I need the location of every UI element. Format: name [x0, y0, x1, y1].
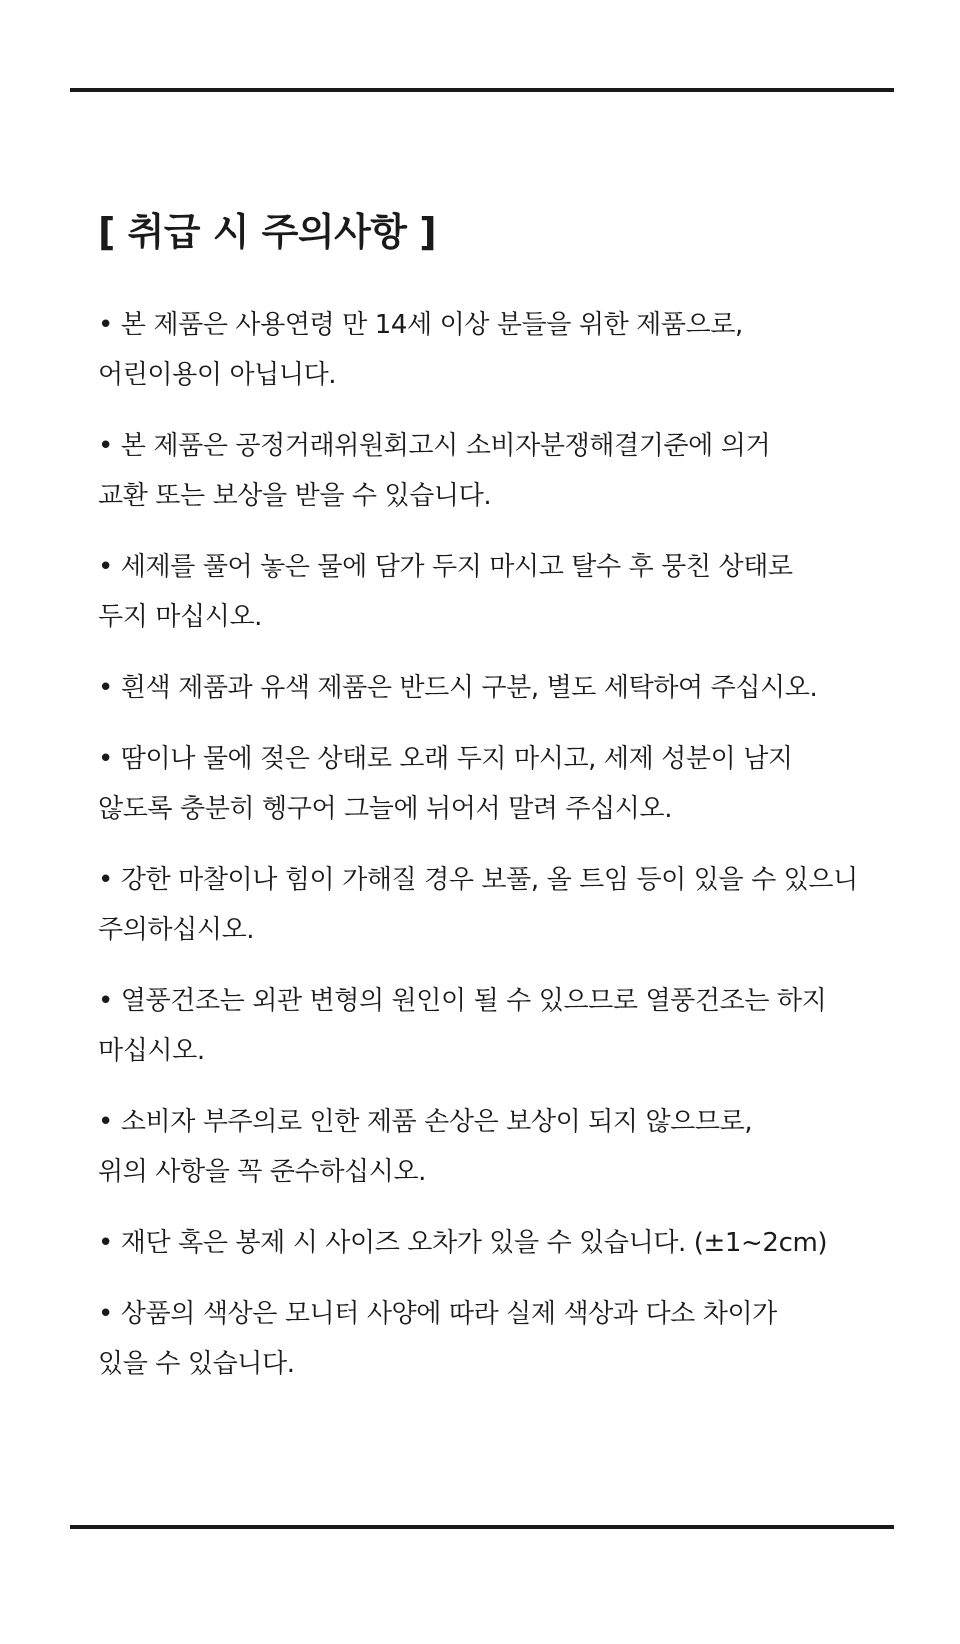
- note-line: 어린이용이 아닙니다.: [98, 360, 337, 390]
- care-note: [98, 976, 898, 1076]
- note-line: 있을 수 있습니다.: [98, 1349, 295, 1379]
- care-note: [98, 734, 898, 834]
- note-line: • 흰색 제품과 유색 제품은 반드시 구분, 별도 세탁하여 주십시오.: [98, 673, 818, 703]
- section-title: [ 취급 시 주의사항 ]: [98, 210, 437, 254]
- note-line: • 재단 혹은 봉제 시 사이즈 오차가 있을 수 있습니다. (±1~2cm): [98, 1228, 828, 1258]
- note-line: 교환 또는 보상을 받을 수 있습니다.: [98, 481, 492, 511]
- care-instructions-section: [98, 200, 898, 1410]
- note-line: 두지 마십시오.: [98, 602, 263, 632]
- note-line: • 상품의 색상은 모니터 사양에 따라 실제 색상과 다소 차이가: [98, 1299, 777, 1329]
- note-line: • 세제를 풀어 놓은 물에 담가 두지 마시고 탈수 후 뭉친 상태로: [98, 552, 793, 582]
- note-line: • 본 제품은 사용연령 만 14세 이상 분들을 위한 제품으로,: [98, 310, 743, 340]
- care-note: [98, 1218, 898, 1268]
- note-line: • 강한 마찰이나 힘이 가해질 경우 보풀, 올 트임 등이 있을 수 있으니: [98, 865, 858, 895]
- note-line: • 열풍건조는 외관 변형의 원인이 될 수 있으므로 열풍건조는 하지: [98, 986, 827, 1016]
- bottom-divider: [70, 1525, 894, 1529]
- note-line: 않도록 충분히 헹구어 그늘에 뉘어서 말려 주십시오.: [98, 794, 673, 824]
- care-note: [98, 421, 898, 521]
- note-line: • 본 제품은 공정거래위원회고시 소비자분쟁해결기준에 의거: [98, 431, 771, 461]
- care-note: [98, 1097, 898, 1197]
- care-note: [98, 663, 898, 713]
- note-line: • 땀이나 물에 젖은 상태로 오래 두지 마시고, 세제 성분이 남지: [98, 744, 793, 774]
- care-note: [98, 855, 898, 955]
- care-note: [98, 542, 898, 642]
- care-note: [98, 1289, 898, 1389]
- note-line: 마십시오.: [98, 1036, 205, 1066]
- top-divider: [70, 88, 894, 92]
- care-note: [98, 300, 898, 400]
- care-notes-list: [98, 300, 898, 1389]
- note-line: 위의 사항을 꼭 준수하십시오.: [98, 1157, 427, 1187]
- note-line: 주의하십시오.: [98, 915, 255, 945]
- note-line: • 소비자 부주의로 인한 제품 손상은 보상이 되지 않으므로,: [98, 1107, 753, 1137]
